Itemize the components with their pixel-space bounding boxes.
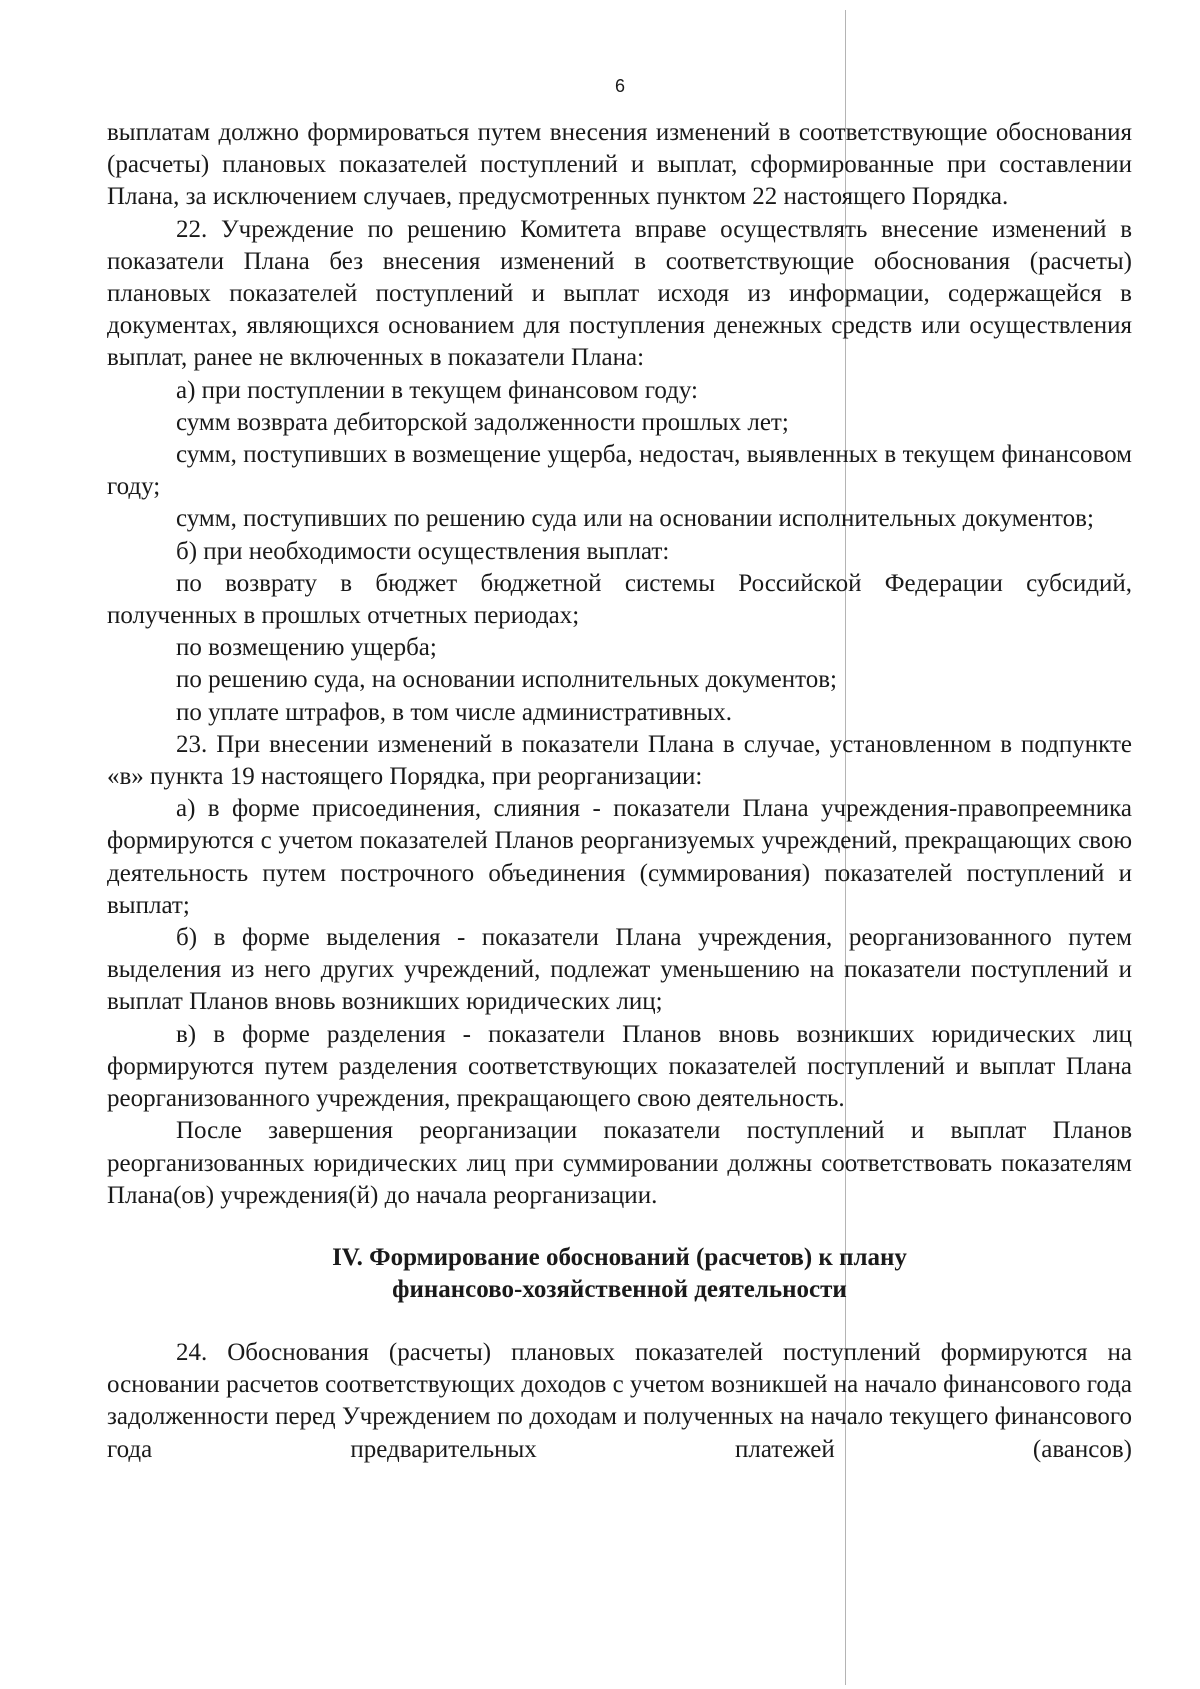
paragraph: 22. Учреждение по решению Комитета вправе осуществлять внесение изменений в показатели Плана без внесения изменений в соответствующие обоснования (расчеты) плановых показателей поступлений и выплат исходя из информации, содержащейся в документах, являющихся основанием для поступления денежных средств или осуществления выплат, ранее не включенных в показатели Плана:: [107, 215, 1132, 372]
paragraph: а) в форме присоединения, слияния - показатели Плана учреждения-правопреемника формируются с учетом показателей Планов реорганизуемых учреждений, прекращающих свою деятельность путем построчного объединения (суммирования) показателей поступлений и выплат;: [107, 795, 1132, 919]
page-number: 6: [614, 76, 625, 96]
paragraph: б) при необходимости осуществления выплат:: [176, 537, 670, 565]
paragraph: по возврату в бюджет бюджетной системы Российской Федерации субсидий, полученных в прошлых отчетных периодах;: [107, 569, 1132, 630]
paragraphs-before-section: [107, 117, 1132, 1212]
spacer: [107, 1212, 1132, 1242]
paragraph: 24. Обоснования (расчеты) плановых показателей поступлений формируются на основании расчетов соответствующих доходов с учетом возникшей на начало финансового года задолженности перед Учреждением по доходам и полученных на начало текущего финансового года предварительных платежей (авансов): [107, 1338, 1132, 1463]
section-title-line-1: IV. Формирование обоснований (расчетов) к плану: [332, 1243, 907, 1271]
paragraph: в) в форме разделения - показатели Планов вновь возникших юридических лиц формируются путем разделения соответствующих показателей поступлений и выплат Плана реорганизованного учреждения, прекращающего свою деятельность.: [107, 1020, 1132, 1113]
section-title-line-2: финансово-хозяйственной деятельности: [392, 1275, 847, 1303]
document-body: [107, 117, 1132, 1466]
paragraph: а) при поступлении в текущем финансовом году:: [176, 376, 698, 404]
section-title: [107, 1242, 1132, 1306]
paragraph: по уплате штрафов, в том числе административных.: [176, 698, 732, 726]
paragraph: б) в форме выделения - показатели Плана учреждения, реорганизованного путем выделения из него других учреждений, подлежат уменьшению на показатели поступлений и выплат Планов вновь возникших юридических лиц;: [107, 924, 1132, 1016]
spacer: [107, 1306, 1132, 1337]
paragraph: выплатам должно формироваться путем внесения изменений в соответствующие обоснования (расчеты) плановых показателей поступлений и выплат, сформированные при составлении Плана, за исключением случаев, предусмотренных пунктом 22 настоящего Порядка.: [107, 119, 1132, 211]
paragraphs-after-section: [107, 1337, 1132, 1466]
paragraph: сумм возврата дебиторской задолженности прошлых лет;: [176, 408, 789, 436]
paragraph: После завершения реорганизации показатели поступлений и выплат Планов реорганизованных юридических лиц при суммировании должны соответствовать показателям Плана(ов) учреждения(й) до начала реорганизации.: [107, 1117, 1132, 1209]
paragraph: по возмещению ущерба;: [176, 634, 437, 662]
paragraph: сумм, поступивших в возмещение ущерба, недостач, выявленных в текущем финансовом году;: [107, 441, 1132, 501]
paragraph: сумм, поступивших по решению суда или на основании исполнительных документов;: [176, 505, 1094, 533]
paragraph: по решению суда, на основании исполнительных документов;: [176, 666, 837, 694]
paragraph: 23. При внесении изменений в показатели Плана в случае, установленном в подпункте «в» пункта 19 настоящего Порядка, при реорганизации:: [107, 730, 1132, 791]
